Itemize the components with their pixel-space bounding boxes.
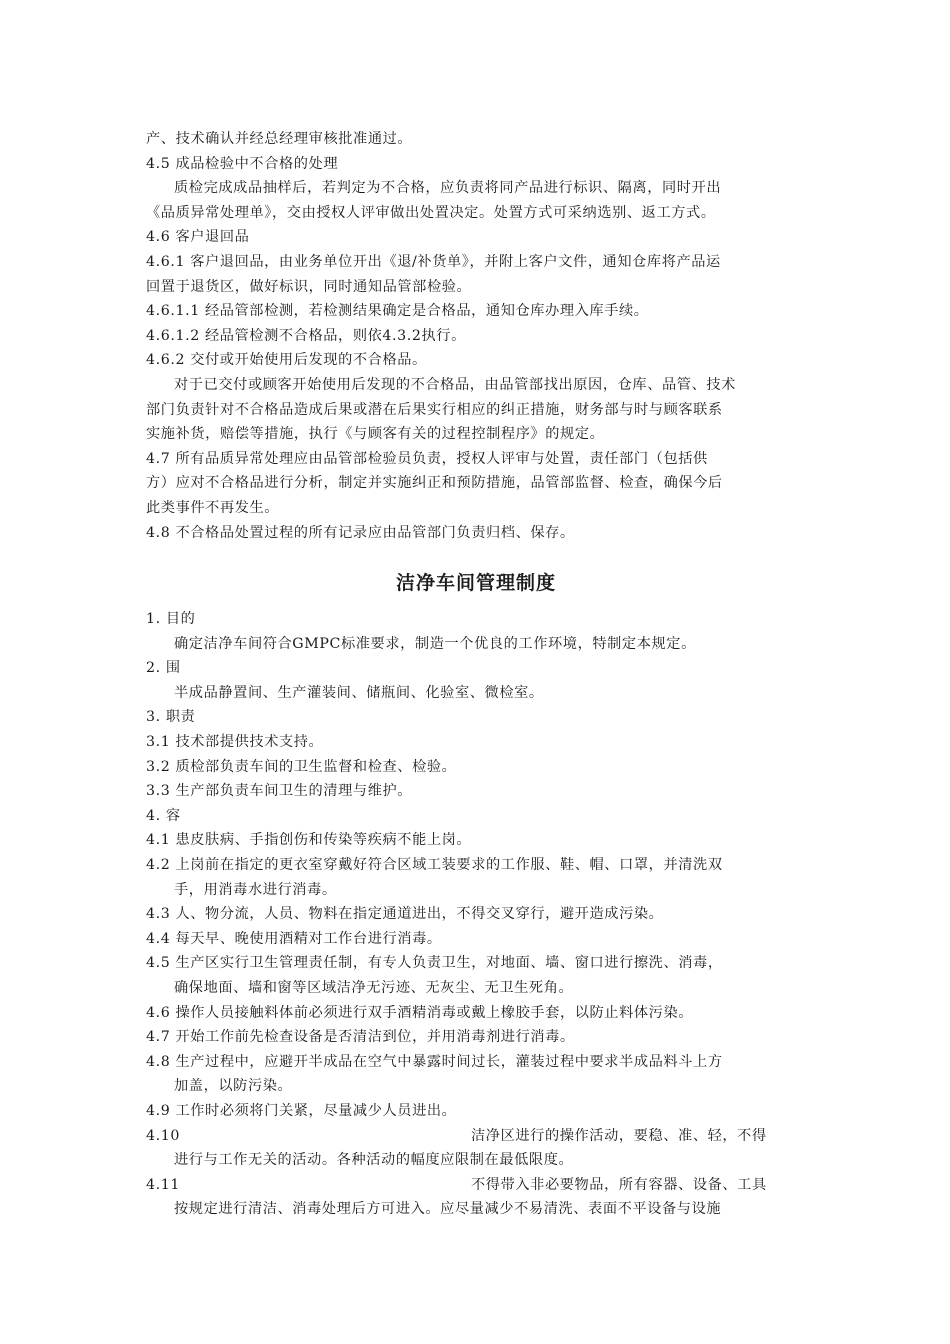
paragraph-line: 部门负责针对不合格品造成后果或潜在后果实行相应的纠正措施，财务部与时与顾客联系: [146, 401, 723, 418]
paragraph-line: 4.6.1.1 经品管部检测，若检测结果确定是合格品，通知仓库办理入库手续。: [146, 303, 649, 320]
paragraph-line: [146, 1173, 806, 1198]
item-text: 洁净区进行的操作活动，要稳、准、轻，不得: [471, 1127, 767, 1144]
paragraph-line: 进行与工作无关的活动。各种活动的幅度应限制在最低限度。: [174, 1152, 574, 1169]
section-heading: 4.5 成品检验中不合格的处理: [146, 155, 339, 172]
item-text: 不得带入非必要物品，所有容器、设备、工具: [471, 1176, 767, 1193]
paragraph-line: 3.2 质检部负责车间的卫生监督和检查、检验。: [146, 758, 457, 775]
paragraph-line: 3.1 技术部提供技术支持。: [146, 734, 324, 751]
document-title: 洁净车间管理制度: [395, 572, 556, 595]
paragraph-line: 实施补货，赔偿等措施，执行《与顾客有关的过程控制程序》的规定。: [146, 426, 605, 443]
item-number: 4.10: [146, 1127, 180, 1144]
paragraph-line: 按规定进行清洁、消毒处理后方可进入。应尽量减少不易清洗、表面不平设备与设施: [174, 1201, 722, 1218]
paragraph-line: 4.5 生产区实行卫生管理责任制，有专人负责卫生，对地面、墙、窗口进行擦洗、消毒，: [146, 955, 723, 972]
paragraph-line: 4.8 生产过程中，应避开半成品在空气中暴露时间过长，灌装过程中要求半成品料斗上方: [146, 1053, 723, 1070]
paragraph-line: 手，用消毒水进行消毒。: [174, 881, 337, 898]
item-number: 4.11: [146, 1176, 180, 1193]
paragraph-line: 回置于退货区，做好标识，同时通知品管部检验。: [146, 278, 472, 295]
paragraph-line: 产、技术确认并经总经理审核批准通过。: [146, 131, 413, 147]
paragraph-line: 4.6.2 交付或开始使用后发现的不合格品。: [146, 352, 427, 369]
paragraph-line: 4.7 开始工作前先检查设备是否清洁到位，并用消毒剂进行消毒。: [146, 1029, 575, 1046]
paragraph-line: 对于已交付或顾客开始使用后发现的不合格品，由品管部找出原因，仓库、品管、技术: [174, 376, 736, 393]
paragraph-line: 确保地面、墙和窗等区域洁净无污迹、无灰尘、无卫生死角。: [174, 980, 574, 996]
paragraph-line: 4.2 上岗前在指定的更衣室穿戴好符合区域工装要求的工作服、鞋、帽、口罩，并清洗双: [146, 857, 723, 874]
paragraph-line: 此类事件不再发生。: [146, 499, 280, 516]
paragraph-line: 4.3 人、物分流，人员、物料在指定通道进出，不得交叉穿行，避开造成污染。: [146, 906, 664, 923]
paragraph-line: 半成品静置间、生产灌装间、储瓶间、化验室、微检室。: [174, 684, 544, 701]
paragraph-line: 4.6.1.2 经品管检测不合格品，则依4.3.2执行。: [146, 327, 466, 344]
paragraph-line: 3.3 生产部负责车间卫生的清理与维护。: [146, 783, 413, 800]
paragraph-line: 4.1 患皮肤病、手指创伤和传染等疾病不能上岗。: [146, 832, 472, 849]
paragraph-line: 4.8 不合格品处置过程的所有记录应由品管部门负责归档、保存。: [146, 524, 575, 541]
paragraph-line: 方）应对不合格品进行分析，制定并实施纠正和预防措施，品管部监督、检查，确保今后: [146, 475, 723, 492]
paragraph-line: 确定洁净车间符合GMPC标准要求，制造一个优良的工作环境，特制定本规定。: [174, 635, 696, 652]
section-heading: 3. 职责: [146, 709, 196, 726]
section-heading: 2. 围: [146, 660, 181, 677]
paragraph-line: 4.6.1 客户退回品，由业务单位开出《退/补货单》，并附上客户文件，通知仓库将产品运: [146, 253, 721, 270]
paragraph-line: 加盖，以防污染。: [174, 1078, 293, 1095]
paragraph-line: 质检完成成品抽样后，若判定为不合格，应负责将同产品进行标识、隔离，同时开出: [174, 180, 722, 197]
paragraph-line: 4.7 所有品质异常处理应由品管部检验员负责，授权人评审与处置，责任部门（包括供: [146, 450, 708, 467]
section-heading: 4. 容: [146, 807, 181, 824]
paragraph-line: 4.4 每天早、晚使用酒精对工作台进行消毒。: [146, 930, 442, 947]
paragraph-line: 《品质异常处理单》，交由授权人评审做出处置决定。处置方式可采纳选别、返工方式。: [146, 204, 716, 221]
section-heading: 1. 目的: [146, 611, 196, 628]
section-heading: 4.6 客户退回品: [146, 229, 250, 246]
paragraph-line: 4.6 操作人员接触料体前必须进行双手酒精消毒或戴上橡胶手套，以防止料体污染。: [146, 1004, 694, 1021]
paragraph-line: 4.9 工作时必须将门关紧，尽量减少人员进出。: [146, 1102, 457, 1119]
paragraph-line: [146, 1124, 806, 1149]
document-page: [146, 127, 806, 1222]
